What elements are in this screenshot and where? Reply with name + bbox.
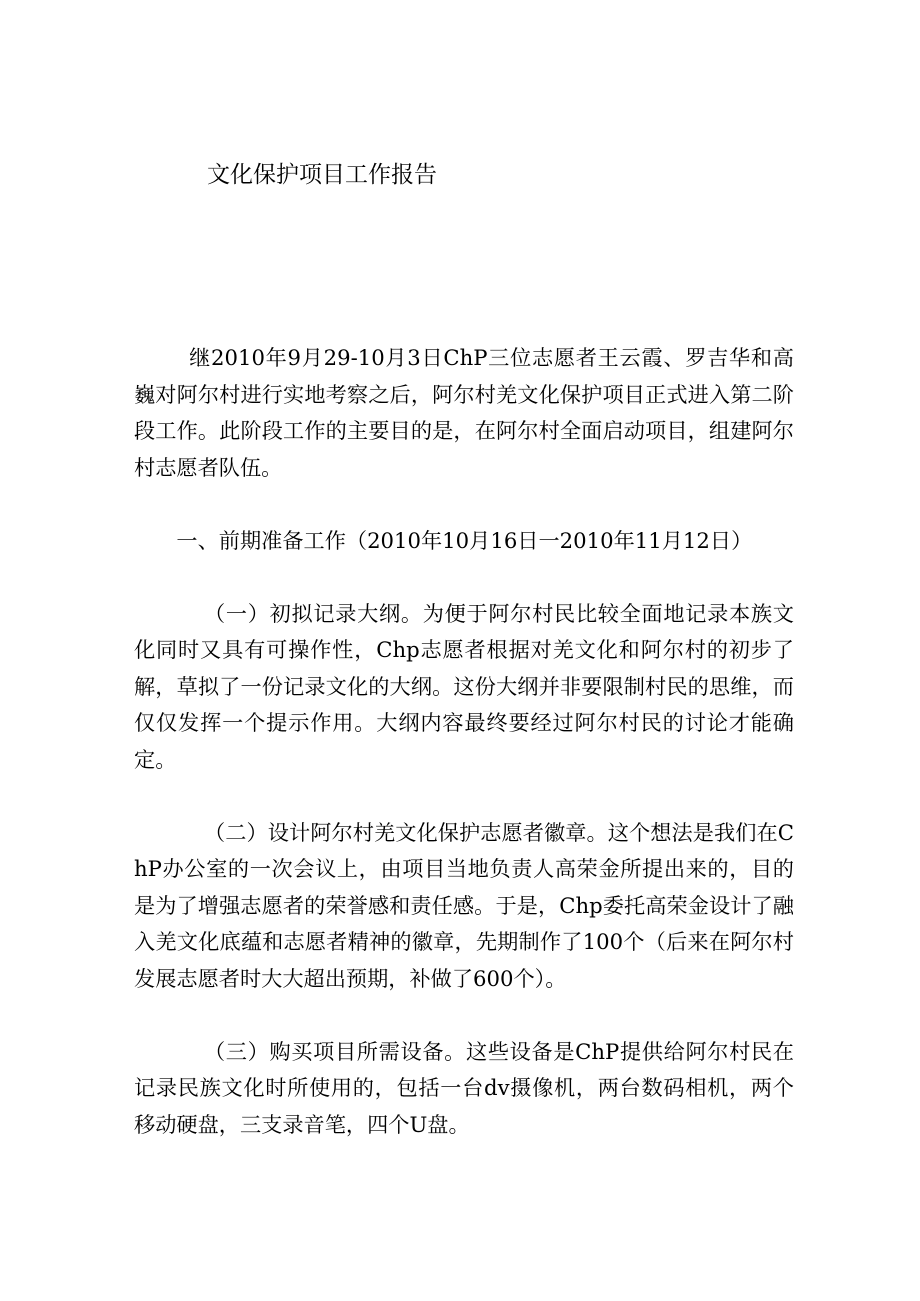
document-title: 文化保护项目工作报告 — [207, 162, 437, 188]
paragraph-equipment-purchase: （三）购买项目所需设备。这些设备是ChP提供给阿尔村民在记录民族文化时所使用的，包括一台dv摄像机，两台数码相机，两个移动硬盘，三支录音笔，四个U盘。 — [134, 1038, 794, 1137]
paragraph-outline-draft: （一）初拟记录大纲。为便于阿尔村民比较全面地记录本族文化同时又具有可操作性，Chp志愿者根据对羌文化和阿尔村的初步了解，草拟了一份记录文化的大纲。这份大纲并非要限制村民的思维，而仅仅发挥一个提示作用。大纲内容最终要经过阿尔村民的讨论才能确定。 — [134, 600, 794, 772]
paragraph-badge-design: （二）设计阿尔村羌文化保护志愿者徽章。这个想法是我们在ChP办公室的一次会议上，由项目当地负责人高荣金所提出来的，目的是为了增强志愿者的荣誉感和责任感。于是，Chp委托高荣金设计了融入羌文化底蕴和志愿者精神的徽章，先期制作了100个（后来在阿尔村发展志愿者时大大超出预期，补做了600个）。 — [134, 819, 794, 991]
intro-paragraph: 继2010年9月29-10月3日ChP三位志愿者王云霞、罗吉华和高巍对阿尔村进行实地考察之后，阿尔村羌文化保护项目正式进入第二阶段工作。此阶段工作的主要目的是，在阿尔村全面启动项目，组建阿尔村志愿者队伍。 — [134, 345, 794, 480]
document-body — [134, 340, 794, 1180]
section-heading-preparation: 一、前期准备工作（2010年10月16日一2010年11月12日） — [176, 527, 753, 553]
